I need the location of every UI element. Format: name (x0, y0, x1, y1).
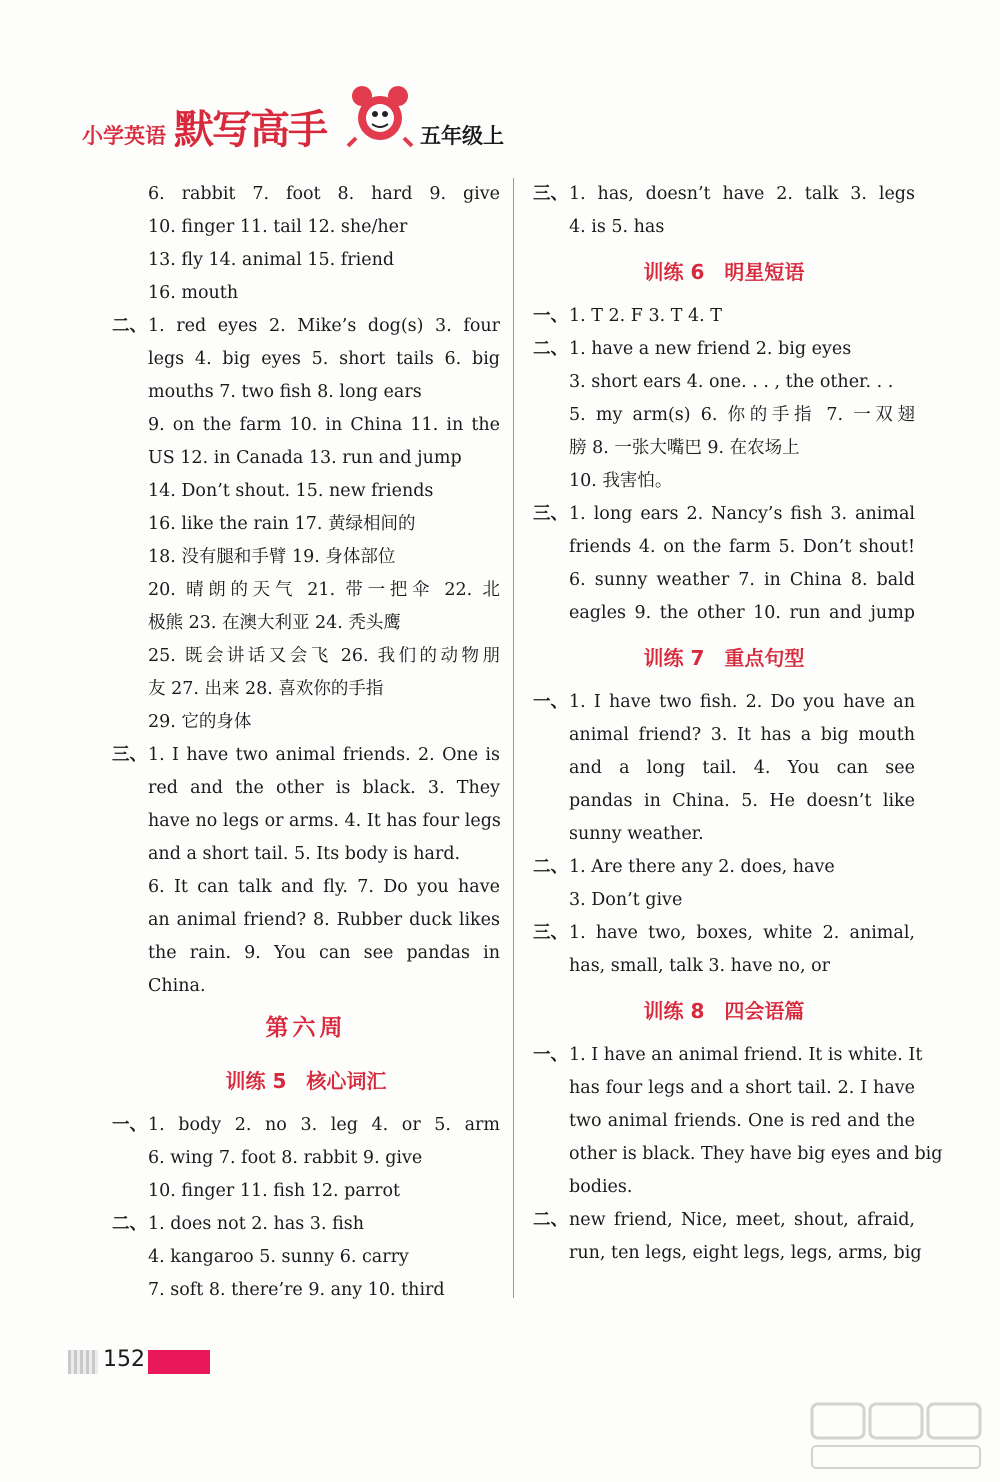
answer-line: has four legs and a short tail. 2. I have (569, 1078, 915, 1098)
section-marker: 一、 (533, 692, 568, 712)
answer-line: and a long tail. 4. You can see (569, 758, 915, 778)
answer-line: 5. my arm(s) 6. 你的手指 7. 一双翅 (569, 405, 915, 425)
answer-line: 4. is 5. has (569, 217, 665, 237)
training6-title: 训练 6 明星短语 (643, 260, 805, 284)
answer-line: 16. like the rain 17. 黄绿相间的 (148, 514, 416, 534)
section-marker: 二、 (112, 1214, 147, 1234)
answer-line: bodies. (569, 1177, 633, 1197)
answer-line: 一、 1. I have an animal friend. It is white. It (533, 1039, 915, 1072)
page-decoration (68, 1350, 98, 1374)
answer-line: 二、 new friend, Nice, meet, shout, afraid, (533, 1204, 915, 1237)
page-number: 152 (103, 1347, 145, 1372)
answer-line: 6. rabbit 7. foot 8. hard 9. give (148, 184, 500, 204)
answer-line: has, small, talk 3. have no, or (569, 956, 830, 976)
answer-line: 7. soft 8. there’re 9. any 10. third (148, 1280, 445, 1300)
answer-line: 三、 1. I have two animal friends. 2. One is (112, 739, 500, 772)
week-title: 第六周 (265, 1015, 347, 1041)
answer-line: 20. 晴朗的天气 21. 带一把伞 22. 北 (148, 580, 500, 600)
answer-line: China. (148, 976, 206, 996)
column-divider (513, 178, 514, 1298)
training7-title: 训练 7 重点句型 (643, 646, 805, 670)
answer-line: other is black. They have big eyes and big (569, 1144, 943, 1164)
section-marker: 二、 (533, 339, 568, 359)
answer-line: 3. Don’t give (569, 890, 683, 910)
answer-line: 4. kangaroo 5. sunny 6. carry (148, 1247, 409, 1267)
answer-line: pandas in China. 5. He doesn’t like (569, 791, 915, 811)
answer-line: 极熊 23. 在澳大利亚 24. 秃头鹰 (148, 613, 401, 633)
brand-small: 小学英语 (82, 124, 166, 148)
training8-title: 训练 8 四会语篇 (643, 999, 805, 1023)
answer-line: 6. It can talk and fly. 7. Do you have (148, 877, 500, 897)
answer-line: 一、 1. I have two fish. 2. Do you have an (533, 686, 915, 719)
section-marker: 二、 (112, 316, 147, 336)
section-marker: 一、 (112, 1115, 147, 1135)
page-header (80, 80, 550, 160)
section-marker: 三、 (112, 745, 147, 765)
left-column (112, 178, 500, 1307)
answer-line: 三、 1. has, doesn’t have 2. talk 3. legs (533, 178, 915, 211)
answer-line: 18. 没有腿和手臂 19. 身体部位 (148, 547, 396, 567)
answer-line: 三、 1. long ears 2. Nancy’s fish 3. animal (533, 498, 915, 531)
answer-line: 9. on the farm 10. in China 11. in the (148, 415, 500, 435)
mascot-icon (342, 80, 418, 150)
answer-line: 6. sunny weather 7. in China 8. bald (569, 570, 915, 590)
answer-line: 13. fly 14. animal 15. friend (148, 250, 395, 270)
section-marker: 三、 (533, 923, 568, 943)
grade-label: 五年级上 (420, 124, 504, 148)
right-column (533, 178, 943, 1270)
answer-line: 一、 1. body 2. no 3. leg 4. or 5. arm (112, 1109, 500, 1142)
section-marker: 三、 (533, 504, 568, 524)
answer-line: 10. 我害怕。 (569, 471, 673, 491)
answer-line: run, ten legs, eight legs, legs, arms, big (569, 1243, 922, 1263)
answer-line: legs 4. big eyes 5. short tails 6. big (148, 349, 500, 369)
answer-line: 14. Don’t shout. 15. new friends (148, 481, 434, 501)
answer-line: 3. short ears 4. one. . . , the other. . . (569, 372, 894, 392)
section-marker: 一、 (533, 306, 568, 326)
answer-line: animal friend? 3. It has a big mouth (569, 725, 915, 745)
section-marker: 二、 (533, 1210, 568, 1230)
answer-line: 二、 1. red eyes 2. Mike’s dog(s) 3. four (112, 310, 500, 343)
answer-line: 6. wing 7. foot 8. rabbit 9. give (148, 1148, 423, 1168)
section-marker: 一、 (533, 1045, 568, 1065)
answer-line: 二、 1. Are there any 2. does, have (533, 851, 915, 884)
answer-line: eagles 9. the other 10. run and jump (569, 603, 915, 623)
answer-line: 25. 既会讲话又会飞 26. 我们的动物朋 (148, 646, 500, 666)
brand-title: 默写高手 (174, 107, 326, 153)
answer-line: and a short tail. 5. Its body is hard. (148, 844, 461, 864)
training5-title: 训练 5 核心词汇 (225, 1069, 387, 1093)
answer-line: 一、 1. T 2. F 3. T 4. T (533, 300, 915, 333)
answer-line: 二、 1. have a new friend 2. big eyes (533, 333, 915, 366)
answer-line: 友 27. 出来 28. 喜欢你的手指 (148, 679, 384, 699)
answer-line: the rain. 9. You can see pandas in (148, 943, 500, 963)
section-marker: 二、 (533, 857, 568, 877)
section-marker: 三、 (533, 184, 568, 204)
answer-line: two animal friends. One is red and the (569, 1111, 915, 1131)
page-color-bar (148, 1350, 210, 1374)
answer-line: sunny weather. (569, 824, 704, 844)
answer-line: have no legs or arms. 4. It has four legs (148, 811, 501, 831)
answer-line: 10. finger 11. fish 12. parrot (148, 1181, 401, 1201)
answer-line: 29. 它的身体 (148, 712, 252, 732)
answer-line: red and the other is black. 3. They (148, 778, 500, 798)
watermark-logo (808, 1400, 986, 1474)
answer-line: 三、 1. have two, boxes, white 2. animal, (533, 917, 915, 950)
answer-line: mouths 7. two fish 8. long ears (148, 382, 422, 402)
answer-line: friends 4. on the farm 5. Don’t shout! (569, 537, 915, 557)
answer-line: US 12. in Canada 13. run and jump (148, 448, 462, 468)
answer-line: 二、 1. does not 2. has 3. fish (112, 1208, 500, 1241)
answer-line: 膀 8. 一张大嘴巴 9. 在农场上 (569, 438, 800, 458)
answer-line: 10. finger 11. tail 12. she/her (148, 217, 408, 237)
answer-line: 16. mouth (148, 283, 239, 303)
answer-line: an animal friend? 8. Rubber duck likes (148, 910, 500, 930)
